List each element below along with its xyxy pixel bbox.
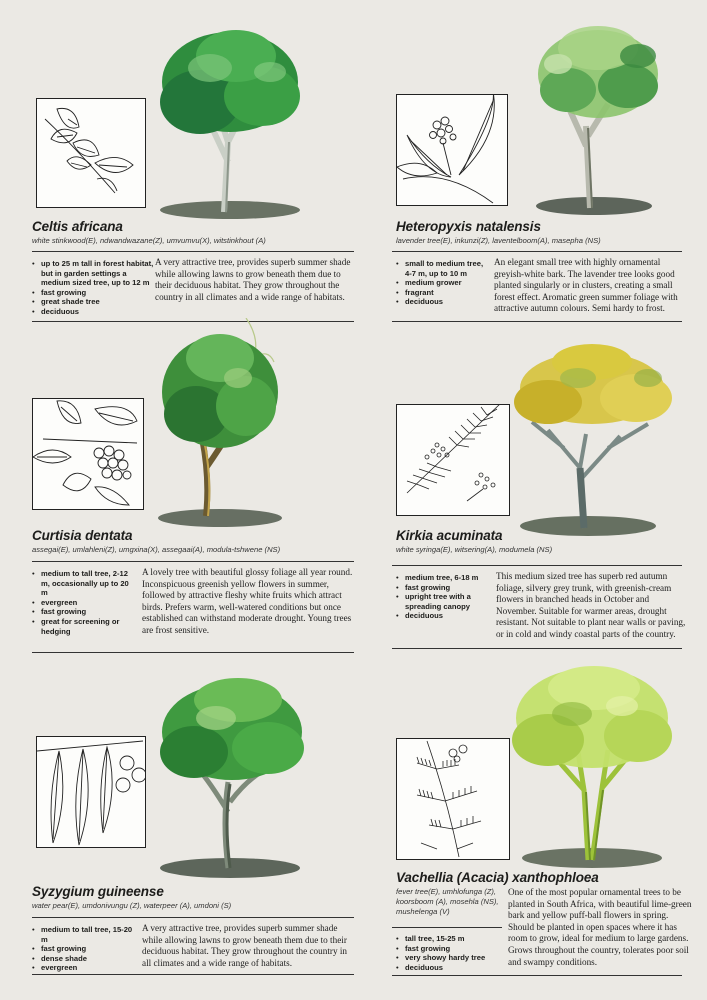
fact-item: • medium to tall tree, 15-20 m (32, 925, 136, 944)
tree-name: Kirkia acuminata (396, 528, 503, 543)
fact-item: • upright tree with a spreading canopy (396, 592, 494, 611)
fact-list (32, 925, 136, 973)
fact-item: • deciduous (396, 611, 494, 621)
fact-item: • fragrant (396, 288, 488, 298)
acacia-sprig-icon (396, 738, 510, 860)
fact-item: • medium to tall tree, 2-12 m, occasionally up to 20 m (32, 569, 136, 598)
divider (392, 648, 682, 649)
fact-list (396, 573, 494, 621)
tree-painting-curtisia-dentata (150, 318, 290, 528)
divider (32, 561, 354, 562)
fact-item: • deciduous (32, 307, 156, 317)
common-names: fever tree(E), umhlofunga (Z), koorsboom (A), mosehla (NS), mushelenga (V) (396, 887, 499, 916)
long-leaf-berries-icon (36, 736, 146, 848)
fact-item: • evergreen (32, 963, 136, 973)
tree-name: Celtis africana (32, 219, 123, 234)
flowering-sprig-icon (396, 94, 508, 206)
fact-item: • evergreen (32, 598, 136, 608)
divider (32, 974, 354, 975)
fact-item: • great shade tree (32, 297, 156, 307)
divider (32, 917, 354, 918)
divider (392, 927, 502, 928)
fact-item: • medium grower (396, 278, 488, 288)
description: A lovely tree with beautiful glossy foliage all year round. Inconspicuous greenish yellow flowers in summer, followed by attractive fleshy white fruits which attract birds. Prefers warm, well-watered conditions but once established can withstand moderate drought. Young trees are frost sensitive. (142, 567, 353, 635)
fact-list (32, 569, 136, 636)
tree-name: Heteropyxis natalensis (396, 219, 541, 234)
divider (32, 652, 354, 653)
fact-item: • fast growing (32, 288, 156, 298)
fact-item: • up to 25 m tall in forest habitat, but in garden settings a medium sized tree, up to 12 m (32, 259, 156, 288)
fact-list (396, 259, 488, 307)
fact-item: • small to medium tree, 4-7 m, up to 10 m (396, 259, 488, 278)
divider (392, 321, 682, 322)
fact-item: • fast growing (32, 607, 136, 617)
common-names: white syringa(E), witsering(A), modumela (NS) (396, 545, 553, 554)
common-names: assegai(E), umlahleni(Z), umgxina(X), assegaai(A), modula-tshwene (NS) (32, 545, 281, 554)
tree-painting-vachellia-xanthophloea (508, 660, 676, 872)
fact-item: • dense shade (32, 954, 136, 964)
compound-leaf-icon (396, 404, 510, 516)
description: An elegant small tree with highly ornamental greyish-white bark. The lavender tree looks good planted singularly or in clusters, creating a small forest effect. Aromatic green summer foliage with attractive autumn colours. Semi hardy to frost. (494, 257, 678, 314)
tree-name: Vachellia (Acacia) xanthophloea (396, 870, 599, 885)
tree-name: Syzygium guineense (32, 884, 164, 899)
tree-painting-kirkia-acuminata (508, 338, 678, 538)
fact-item: • tall tree, 15-25 m (396, 934, 506, 944)
common-names: water pear(E), umdonivungu (Z), waterpeer (A), umdoni (S) (32, 901, 232, 910)
fact-list (396, 934, 506, 972)
description: A very attractive tree, provides superb summer shade while allowing lawns to grow beneath them due to their deciduous habitat. They grow throughout the country in all climates and a wide range of habitats. (155, 257, 351, 302)
fact-item: • deciduous (396, 297, 488, 307)
description: One of the most popular ornamental trees to be planted in South Africa, with beautiful lime-green bark and yellow puff-ball flowers in spring. Should be planted in open spaces where it has room to grow, ideal for medium to large gardens. Grows throughout the country, tolerates poor soil and swampy conditions. (508, 887, 692, 967)
divider (392, 975, 682, 976)
fruiting-branch-icon (32, 398, 144, 510)
fact-item: • fast growing (396, 944, 506, 954)
divider (392, 251, 682, 252)
fact-item: • fast growing (32, 944, 136, 954)
description: This medium sized tree has superb red autumn foliage, silvery grey trunk, with greenish-cream flowers in branched heads in October and November. Suitable for warmer areas, drought resistant. Not suitable to plant near walls or paving, or in cold and windy coastal parts of the country. (496, 571, 686, 639)
description: A very attractive tree, provides superb summer shade while allowing lawns to grow beneath them due to their deciduous habitat. They grow throughout the country in all climates and a wide range of habitats. (142, 923, 347, 968)
fact-item: • very showy hardy tree (396, 953, 506, 963)
tree-name: Curtisia dentata (32, 528, 133, 543)
divider (392, 565, 682, 566)
tree-painting-heteropyxis-natalensis (528, 16, 668, 216)
fact-item: • medium tree, 6-18 m (396, 573, 494, 583)
tree-painting-syzygium-guineense (150, 672, 310, 882)
fact-item: • great for screening or hedging (32, 617, 136, 636)
common-names: white stinkwood(E), ndwandwazane(Z), umvumvu(X), witstinkhout (A) (32, 236, 266, 245)
common-names: lavender tree(E), inkunzi(Z), laventelboom(A), masepha (NS) (396, 236, 601, 245)
fact-item: • deciduous (396, 963, 506, 973)
fact-item: • fast growing (396, 583, 494, 593)
